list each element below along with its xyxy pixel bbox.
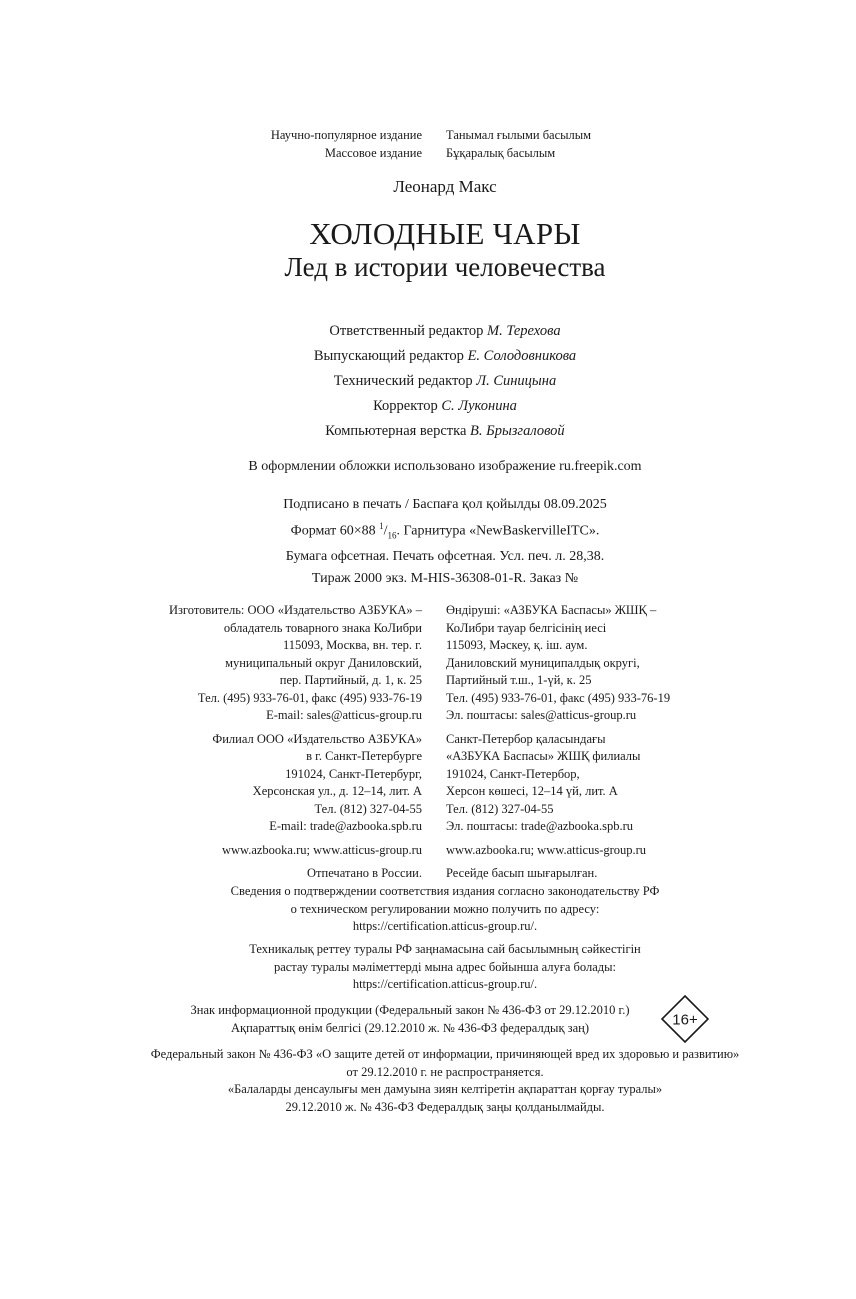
publisher-right [434, 602, 856, 883]
staff-name: Е. Солодовникова [467, 348, 577, 364]
publisher-line: пер. Партийный, д. 1, к. 25 [279, 673, 422, 687]
certification-ru [0, 883, 856, 936]
certification-kz [0, 941, 856, 994]
branch-line: Санкт-Петербор қаласындағы [446, 731, 606, 746]
cert-url: https://certification.atticus-group.ru/. [352, 977, 538, 991]
staff-line [0, 394, 856, 419]
book-title: ХОЛОДНЫЕ ЧАРЫ [309, 216, 581, 251]
staff-name: М. Терехова [487, 323, 561, 339]
cert-line: о техническом регулировании можно получить по адресу: [290, 901, 600, 916]
staff-line [0, 419, 856, 444]
staff-line [0, 344, 856, 369]
category-right-line: Танымал ғылыми басылым [446, 128, 592, 142]
staff-credits [0, 319, 856, 444]
print-run: Тираж 2000 экз. M-HIS-36308-01-R. Заказ № [311, 570, 579, 586]
format-sub: 16 [387, 529, 397, 540]
staff-role: Технический редактор [333, 373, 473, 389]
branch-line: 191024, Санкт-Петербург, [285, 766, 422, 781]
staff-line [0, 319, 856, 344]
staff-role: Корректор [373, 398, 438, 414]
publisher-line: Партийный т.ш., 1-үй, к. 25 [446, 673, 592, 687]
cert-line: Сведения о подтверждении соответствия издания согласно законодательству РФ [230, 884, 660, 898]
print-format: Формат 60×88 $^1/_{16}$. Гарнитура «NewBaskervilleITC». [290, 520, 600, 540]
publisher-line: Өндіруші: «АЗБУКА Баспасы» ЖШҚ – [446, 603, 657, 617]
branch-line: в г. Санкт-Петербурге [306, 749, 422, 763]
publisher-block [0, 602, 856, 883]
publisher-line: Тел. (495) 933-76-01, факс (495) 933-76-19 [197, 690, 422, 705]
publisher-left [0, 602, 434, 883]
info-sign-ru: Знак информационной продукции (Федеральный закон № 436-ФЗ от 29.12.2010 г.) [190, 1003, 630, 1017]
category-left-line: Научно-популярное издание [270, 128, 422, 142]
staff-name: Л. Синицына [476, 373, 557, 389]
print-info [0, 494, 856, 589]
law-note [0, 1046, 856, 1116]
category-left [0, 126, 434, 162]
staff-role: Ответственный редактор [329, 323, 484, 339]
staff-name: С. Луконина [441, 398, 517, 414]
publisher-line: E-mail: sales@atticus-group.ru [266, 708, 422, 722]
book-subtitle: Лед в истории человечества [284, 252, 606, 282]
publisher-line: Эл. поштасы: sales@atticus-group.ru [446, 708, 637, 722]
branch-line: Филиал ООО «Издательство АЗБУКА» [212, 731, 422, 746]
format-pre: Формат 60×88 [290, 523, 376, 539]
staff-role: Выпускающий редактор [313, 348, 464, 364]
cert-url: https://certification.atticus-group.ru/. [352, 919, 538, 933]
info-sign-kz: Ақпараттық өнім белгісі (29.12.2010 ж. № 436-ФЗ федералдық заң) [231, 1021, 589, 1035]
branch-line: Тел. (812) 327-04-55 [446, 801, 554, 816]
publisher-line: муниципальный округ Даниловский, [225, 655, 422, 670]
website-links: www.azbooka.ru; www.atticus-group.ru [446, 842, 647, 857]
publisher-line: обладатель товарного знака КоЛибри [223, 620, 422, 635]
law-line: от 29.12.2010 г. не распространяется. [346, 1064, 544, 1079]
format-post: . Гарнитура «NewBaskervilleITC». [396, 523, 600, 539]
category-right [434, 126, 856, 162]
law-line: 29.12.2010 ж. № 436-ФЗ Федералдық заңы қолданылмайды. [285, 1099, 605, 1114]
publisher-line: 115093, Москва, вн. тер. г. [282, 638, 422, 652]
publisher-line: КоЛибри тауар белгісінің иесі [446, 620, 607, 635]
publisher-line: 115093, Мәскеу, қ. іш. аум. [446, 638, 588, 652]
branch-line: E-mail: trade@azbooka.spb.ru [269, 819, 422, 833]
cert-line: растау туралы мәліметтерді мына адрес бойынша алуға болады: [273, 959, 617, 974]
cover-note: В оформлении обложки использовано изображение ru.freepik.com [248, 459, 642, 474]
staff-name: В. Брызгаловой [470, 423, 565, 439]
print-paper: Бумага офсетная. Печать офсетная. Усл. печ. л. 28,38. [285, 549, 605, 565]
info-sign [160, 1001, 660, 1037]
publisher-line: Изготовитель: ООО «Издательство АЗБУКА» – [168, 603, 422, 617]
branch-line: Херсонская ул., д. 12–14, лит. А [252, 784, 422, 798]
print-signed: Подписано в печать / Баспаға қол қойылды 08.09.2025 [283, 497, 607, 512]
staff-role: Компьютерная верстка [325, 423, 467, 439]
law-line: «Балаларды денсаулығы мен дамуына зиян келтіретін ақпараттан қорғау туралы» [227, 1082, 663, 1096]
format-sup: 1 [379, 520, 384, 531]
branch-line: «АЗБУКА Баспасы» ЖШҚ филиалы [446, 749, 641, 763]
law-line: Федеральный закон № 436-ФЗ «О защите детей от информации, причиняющей вред их здоровью и развитию» [150, 1047, 740, 1061]
category-block [0, 126, 856, 162]
printed-in: Ресейде басып шығарылған. [446, 866, 598, 880]
cert-line: Техникалық реттеу туралы РФ заңнамасына сай басылымның сәйкестігін [249, 942, 641, 956]
branch-line: Херсон көшесі, 12–14 үй, лит. А [446, 784, 618, 798]
branch-line: Эл. поштасы: trade@azbooka.spb.ru [446, 819, 634, 833]
age-rating-badge [660, 994, 710, 1044]
staff-line [0, 369, 856, 394]
author-name: Леонард Макс [393, 177, 497, 196]
publisher-line: Даниловский муниципалдық округі, [446, 655, 640, 670]
branch-line: 191024, Санкт-Петербор, [446, 766, 580, 781]
category-right-line: Бұқаралық басылым [446, 146, 556, 160]
printed-in: Отпечатано в России. [307, 866, 422, 880]
branch-line: Тел. (812) 327-04-55 [314, 801, 422, 816]
publisher-line: Тел. (495) 933-76-01, факс (495) 933-76-19 [446, 690, 671, 705]
category-left-line: Массовое издание [324, 146, 422, 160]
age-rating-label: 16+ [672, 1011, 698, 1029]
website-links: www.azbooka.ru; www.atticus-group.ru [221, 842, 422, 857]
